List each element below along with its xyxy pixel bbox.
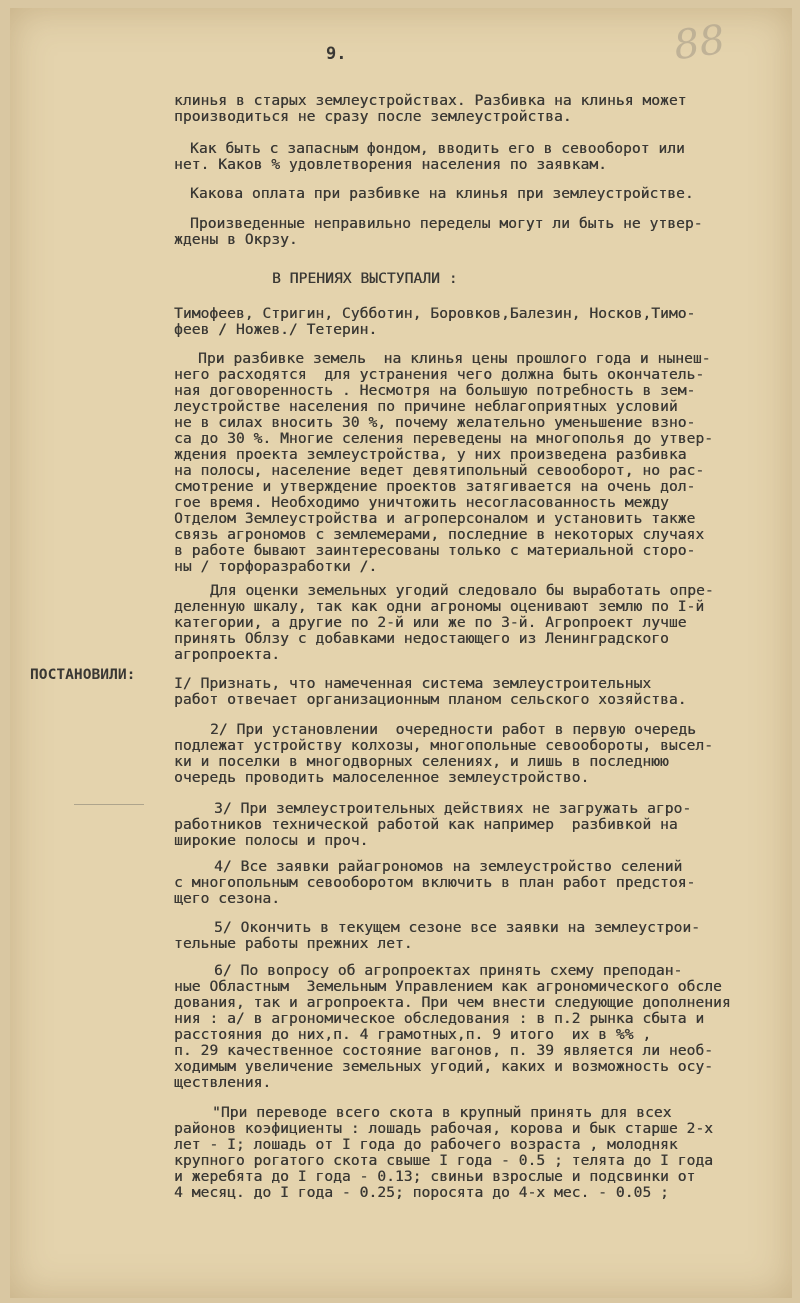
text-line: ные Областным Земельным Управлением как агрономического обсле	[174, 978, 722, 995]
text-line: крупного рогатого скота свыше I года - 0.5 ; телята до I года	[174, 1152, 714, 1169]
resolved-label: ПОСТАНОВИЛИ:	[30, 666, 136, 683]
text-line: и жеребята до I года - 0.13; свиньи взрослые и подсвинки от	[174, 1168, 696, 1185]
text-line: Для оценки земельных угодий следовало бы выработать опре-	[210, 582, 714, 599]
text-line: ки и поселки в многодворных селениях, и лишь в последнюю	[174, 753, 669, 770]
text-line: на полосы, население ведет девятипольный севооборот, но рас-	[174, 462, 705, 479]
text-line: работ отвечает организационным планом сельского хозяйства.	[174, 691, 687, 708]
text-line: Произведенные неправильно переделы могут ли быть не утвер-	[190, 215, 703, 232]
text-line: гое время. Необходимо уничтожить несогласованность между	[174, 494, 669, 511]
text-line: с многопольным севооборотом включить в план работ предстоя-	[174, 874, 696, 891]
text-line: лет - I; лошадь от I года до рабочего возраста , молодняк	[174, 1136, 678, 1153]
text-line: него расходятся для устранения чего должна быть окончатель-	[174, 366, 705, 383]
text-line: ная договоренность . Несмотря на большую потребность в зем-	[174, 382, 696, 399]
text-line: дования, так и агропроекта. При чем внести следующие дополнения	[174, 994, 731, 1011]
text-line: п. 29 качественное состояние вагонов, п. 39 является ли необ-	[174, 1042, 714, 1059]
text-line: Тимофеев, Стригин, Субботин, Боровков,Балезин, Носков,Тимо-	[174, 305, 696, 322]
folio-note: 88	[671, 16, 728, 70]
text-line: ния : а/ в агрономическое обследования : в п.2 рынка сбыта и	[174, 1010, 705, 1027]
resolution-item: 4/ Все заявки райагрономов на землеустройство селений	[214, 858, 683, 875]
text-line: производиться не сразу после землеустройства.	[174, 108, 572, 125]
text-line: нет. Каков % удовлетворения населения по заявкам.	[174, 156, 607, 173]
text-line: Как быть с запасным фондом, вводить его в севооборот или	[190, 140, 685, 157]
text-line: деленную шкалу, так как одни агрономы оценивают землю по I-й	[174, 598, 705, 615]
text-line: работников технической работой как например разбивкой на	[174, 816, 678, 833]
resolution-item: 2/ При установлении очередности работ в первую очередь	[210, 721, 696, 738]
text-line: широкие полосы и проч.	[174, 832, 369, 849]
text-line: тельные работы прежних лет.	[174, 935, 413, 952]
text-line: Отделом Землеустройства и агроперсоналом и установить также	[174, 510, 696, 527]
text-line: районов коэфициенты : лошадь рабочая, корова и бык старше 2-х	[174, 1120, 714, 1137]
text-line: не в силах вносить 30 %, почему желательно уменьшение взно-	[174, 414, 696, 431]
text-line: ждены в Окрзу.	[174, 231, 298, 248]
text-line: са до 30 %. Многие селения переведены на многополья до утвер-	[174, 430, 714, 447]
text-line: "При переводе всего скота в крупный принять для всех	[212, 1104, 672, 1121]
text-line: очередь проводить малоселенное землеустройство.	[174, 769, 590, 786]
text-line: клинья в старых землеустройствах. Разбивка на клинья может	[174, 92, 687, 109]
resolution-item: 3/ При землеустроительных действиях не загружать агро-	[214, 800, 692, 817]
text-line: феев / Ножев./ Тетерин.	[174, 321, 378, 338]
text-line: категории, а другие по 2-й или же по 3-й. Агропроект лучше	[174, 614, 687, 631]
text-line: ходимым увеличение земельных угодий, каких и возможность осу-	[174, 1058, 714, 1075]
text-line: Какова оплата при разбивке на клинья при землеустройстве.	[190, 185, 694, 202]
text-line: связь агрономов с землемерами, последние в некоторых случаях	[174, 526, 705, 543]
text-line: леустройстве населения по причине неблагоприятных условий	[174, 398, 678, 415]
text-line: ждения проекта землеустройства, у них произведена разбивка	[174, 446, 687, 463]
text-line: При разбивке земель на клинья цены прошлого года и нынеш-	[198, 350, 711, 367]
text-line: щего сезона.	[174, 890, 281, 907]
page-number: 9.	[326, 44, 347, 64]
margin-mark	[74, 804, 144, 805]
text-line: ны / торфоразработки /.	[174, 558, 378, 575]
resolution-item: I/ Признать, что намеченная система землеустроительных	[174, 675, 652, 692]
section-heading: В ПРЕНИЯХ ВЫСТУПАЛИ :	[272, 270, 458, 287]
text-line: принять Облзу с добавками недостающего из Ленинградского	[174, 630, 669, 647]
text-line: смотрение и утверждение проектов затягивается на очень дол-	[174, 478, 696, 495]
text-line: подлежат устройству колхозы, многопольные севообороты, высел-	[174, 737, 714, 754]
text-line: ществления.	[174, 1074, 272, 1091]
text-line: расстояния до них,п. 4 грамотных,п. 9 итого их в %% ,	[174, 1026, 652, 1043]
text-line: агропроекта.	[174, 646, 281, 663]
text-line: в работе бывают заинтересованы только с материальной сторо-	[174, 542, 696, 559]
text-line: 4 месяц. до I года - 0.25; поросята до 4-х мес. - 0.05 ;	[174, 1184, 669, 1201]
resolution-item: 6/ По вопросу об агропроектах принять схему преподан-	[214, 962, 683, 979]
resolution-item: 5/ Окончить в текущем сезоне все заявки на землеустрои-	[214, 919, 700, 936]
